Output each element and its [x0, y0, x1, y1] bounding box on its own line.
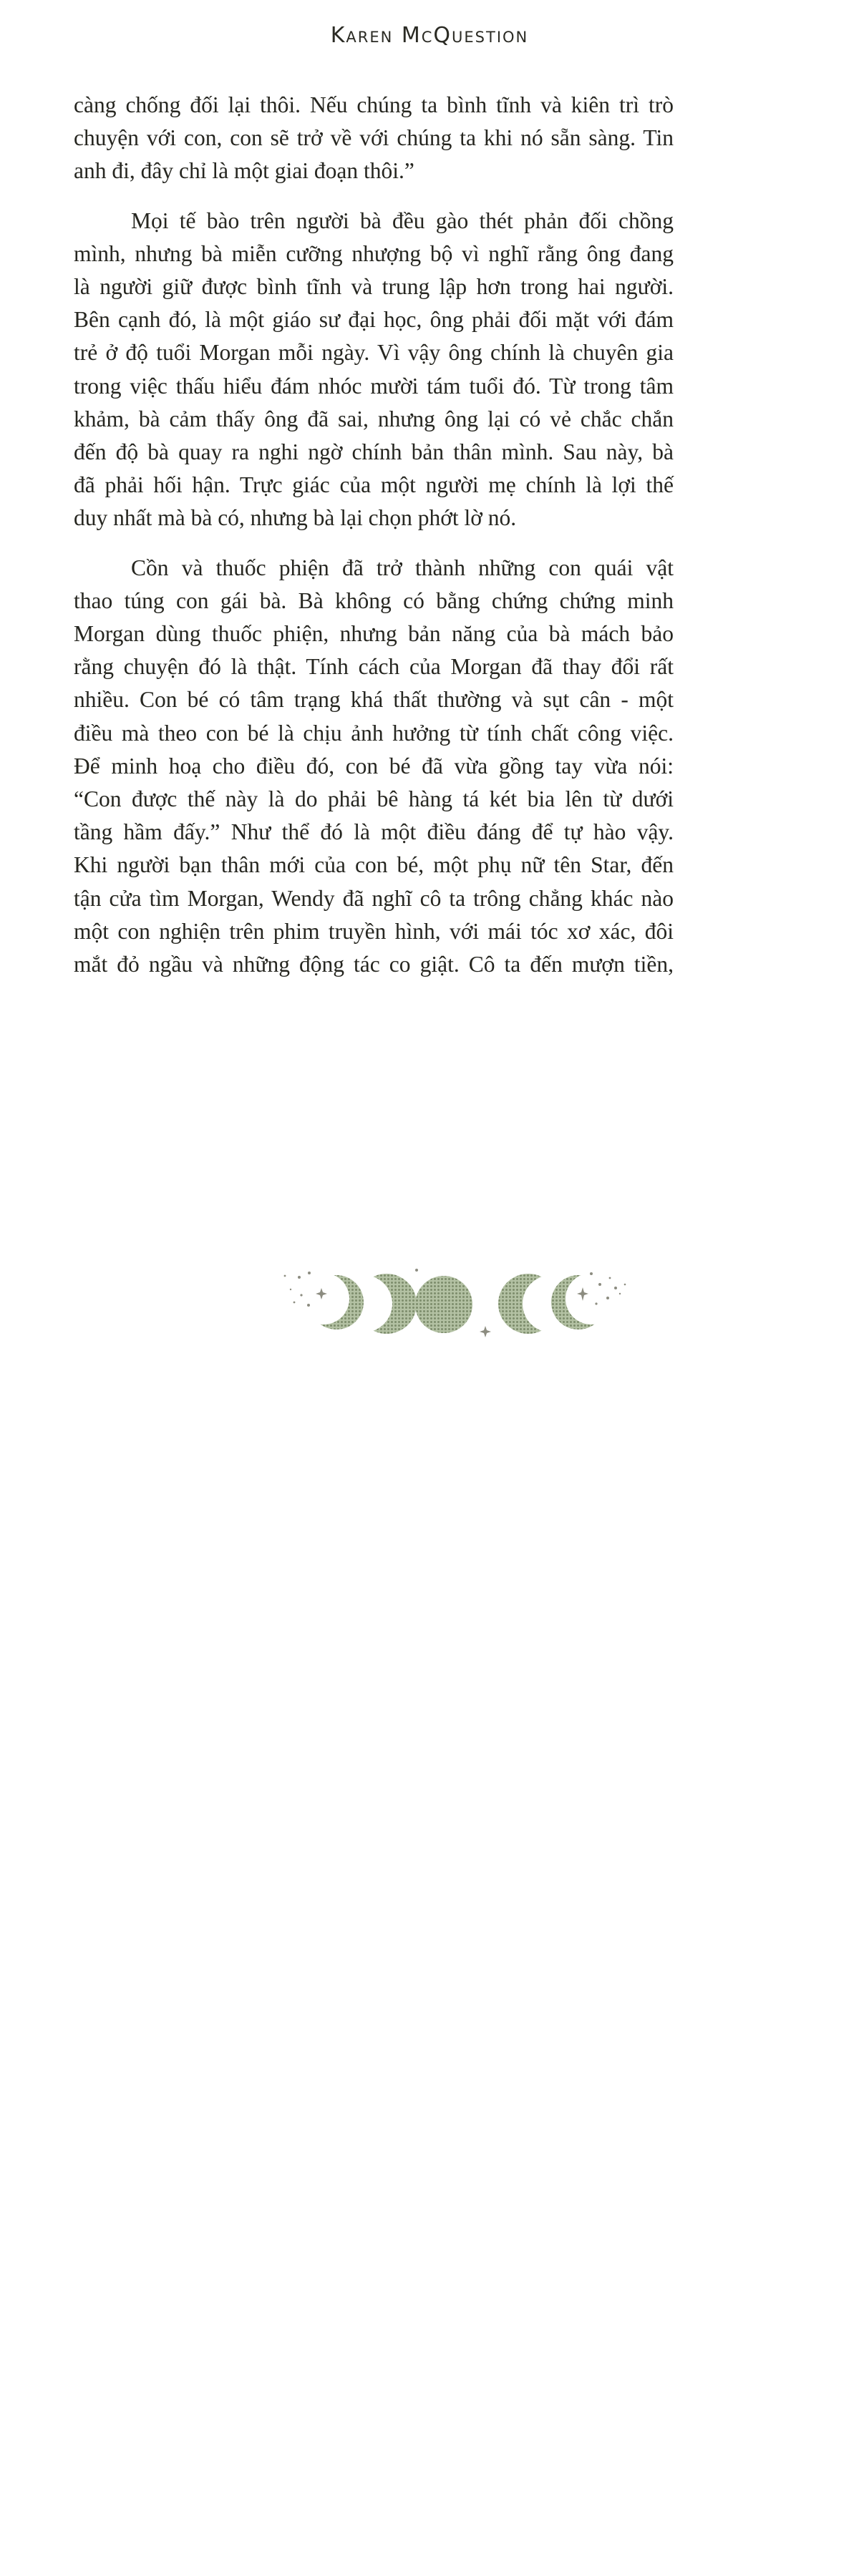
text-line: Morgan dùng thuốc phiện, nhưng bản năng của bà mách bảo	[74, 621, 674, 647]
text-line: một con nghiện trên phim truyền hình, với mái tóc xơ xác, đôi	[74, 918, 674, 944]
crescent-moon-icon	[544, 1267, 630, 1338]
text-line: trẻ ở độ tuổi Morgan mỗi ngày. Vì vậy ông chính là chuyên gia	[74, 340, 674, 366]
text-line: khảm, bà cảm thấy ông đã sai, nhưng ông lại có vẻ chắc chắn	[74, 406, 674, 431]
gibbous-moon-icon	[351, 1267, 422, 1345]
text-line: Cồn và thuốc phiện đã trở thành những con quái vật	[131, 555, 674, 580]
text-line: càng chống đối lại thôi. Nếu chúng ta bình tĩnh và kiên trì trò	[74, 92, 674, 117]
text-line: đã phải hối hận. Trực giác của một người mẹ chính là lợi thế	[74, 472, 674, 498]
full-moon-icon	[415, 1276, 472, 1333]
text-line: Mọi tế bào trên người bà đều gào thét phản đối chồng	[131, 208, 674, 233]
paragraph-2	[74, 205, 674, 535]
moon-phases-icon	[0, 1259, 859, 1360]
text-line: mắt đỏ ngầu và những động tác co giật. Cô ta đến mượn tiền,	[74, 952, 674, 977]
page-number: 8	[438, 2549, 451, 2575]
text-line: Khi người bạn thân mới của con bé, một phụ nữ tên Star, đến	[74, 852, 674, 878]
text-line: Để minh hoạ cho điều đó, con bé đã vừa gồng tay vừa nói:	[74, 753, 674, 779]
text-line: “Con được thế này là do phải bê hàng tá két bia lên từ dưới	[74, 786, 674, 812]
text-line: Bên cạnh đó, là một giáo sư đại học, ông phải đối mặt với đám	[74, 307, 674, 333]
text-line: mình, nhưng bà miễn cưỡng nhượng bộ vì nghĩ rằng ông đang	[74, 240, 674, 266]
text-line: đến độ bà quay ra nghi ngờ chính bản thân mình. Sau này, bà	[74, 439, 674, 465]
text-line: thao túng con gái bà. Bà không có bằng chứng chứng minh	[74, 587, 674, 613]
running-head-author: Karen McQuestion	[330, 23, 529, 48]
text-line: trong việc thấu hiểu đám nhóc mười tám tuổi đó. Từ trong tâm	[74, 373, 674, 399]
text-line: chuyện với con, con sẽ trở về với chúng ta khi nó sẵn sàng. Tin	[74, 125, 674, 151]
text-line: điều mà theo con bé là chịu ảnh hưởng từ tính chất công việc.	[74, 720, 674, 746]
text-line: nhiều. Con bé có tâm trạng khá thất thường và sụt cân - một	[74, 687, 674, 713]
body-text	[74, 89, 674, 981]
footer-ornament	[0, 1259, 859, 2575]
text-line: tận cửa tìm Morgan, Wendy đã nghĩ cô ta trông chẳng khác nào	[74, 885, 674, 911]
text-line: duy nhất mà bà có, nhưng bà lại chọn phớt lờ nó.	[74, 505, 517, 531]
text-line: tầng hầm đấy.” Như thể đó là một điều đáng để tự hào vậy.	[74, 819, 674, 845]
text-line: là người giữ được bình tĩnh và trung lập hơn trong hai người.	[74, 274, 674, 300]
paragraph-1	[74, 89, 674, 188]
text-line: anh đi, đây chỉ là một giai đoạn thôi.”	[74, 158, 414, 184]
text-line: rằng chuyện đó là thật. Tính cách của Morgan đã thay đổi rất	[74, 654, 674, 680]
paragraph-3	[74, 552, 674, 982]
